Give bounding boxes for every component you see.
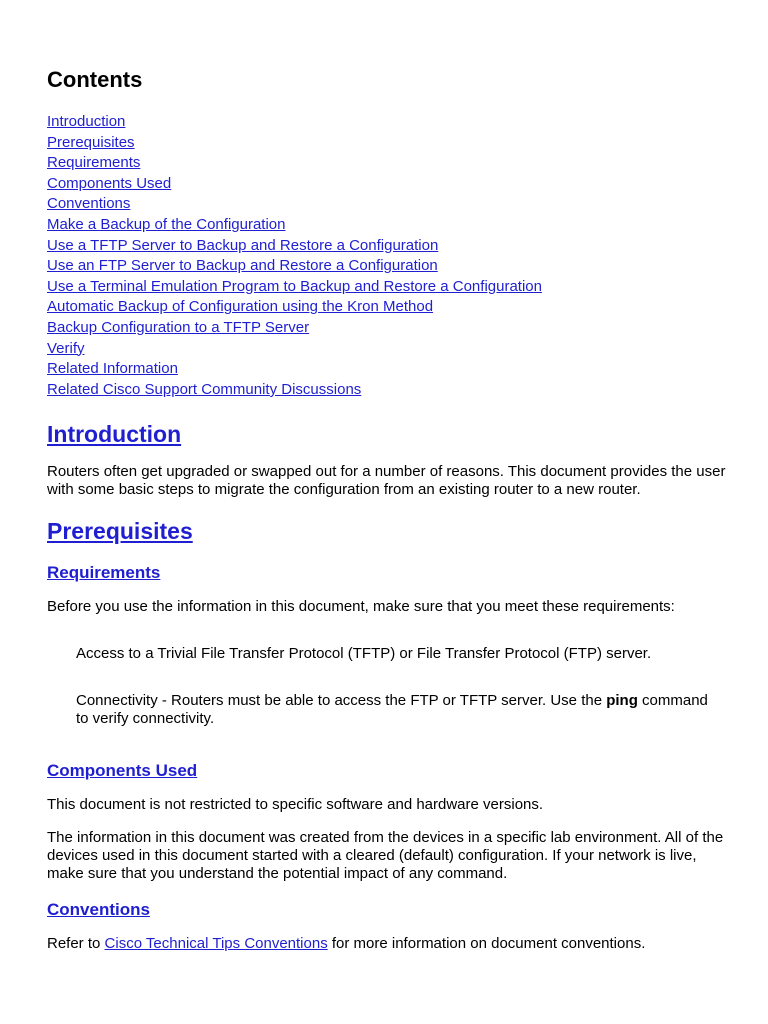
toc-item [47, 236, 542, 257]
toc-link-backup-tftp-server[interactable]: Backup Configuration to a TFTP Server [47, 318, 310, 336]
toc-link-related-discussions[interactable]: Related Cisco Support Community Discussions [47, 380, 362, 398]
components-used-heading-link[interactable]: Components Used [47, 761, 198, 780]
conventions-heading-link[interactable]: Conventions [47, 900, 150, 919]
requirement-item-server-access: Access to a Trivial File Transfer Protocol (TFTP) or File Transfer Protocol (FTP) server. [76, 645, 652, 662]
ping-command: ping [606, 692, 638, 709]
toc-item [47, 174, 542, 195]
conventions-text-end: for more information on document conventions. [327, 935, 646, 952]
toc-link-conventions[interactable]: Conventions [47, 195, 131, 213]
introduction-heading-link[interactable]: Introduction [47, 421, 182, 447]
toc-item [47, 359, 542, 380]
cisco-conventions-link[interactable]: Cisco Technical Tips Conventions [104, 935, 328, 952]
prerequisites-heading-link[interactable]: Prerequisites [47, 518, 193, 544]
conventions-heading [47, 899, 150, 921]
introduction-paragraph: Routers often get upgraded or swapped out for a number of reasons. This document provides the user with some basic steps to migrate the configuration from an existing router to a new router. [47, 463, 726, 498]
introduction-heading [47, 420, 181, 448]
conventions-text-start: Refer to [47, 935, 105, 952]
toc-link-requirements[interactable]: Requirements [47, 154, 141, 172]
components-used-heading [47, 760, 197, 782]
toc-link-introduction[interactable]: Introduction [47, 113, 126, 130]
toc-link-components-used[interactable]: Components Used [47, 174, 172, 192]
toc-item [47, 339, 542, 360]
connectivity-text-start: Connectivity - Routers must be able to access the FTP or TFTP server. Use the [76, 692, 607, 709]
components-paragraph-1: This document is not restricted to specific software and hardware versions. [47, 796, 544, 813]
components-paragraph-2: The information in this document was created from the devices in a specific lab environment. All of the devices used in this document started with a cleared (default) configuration. If your network is live, make sure that you understand the potential impact of any command. [47, 829, 724, 882]
toc-link-prerequisites[interactable]: Prerequisites [47, 133, 135, 151]
requirement-item-connectivity [76, 692, 716, 728]
toc-link-verify[interactable]: Verify [47, 339, 85, 357]
requirements-heading [47, 562, 160, 584]
toc-link-make-backup[interactable]: Make a Backup of the Configuration [47, 215, 286, 233]
requirements-heading-link[interactable]: Requirements [47, 563, 161, 582]
prerequisites-heading [47, 517, 193, 545]
toc-link-related-information[interactable]: Related Information [47, 360, 178, 378]
toc-item [47, 194, 542, 215]
toc-link-terminal-emulation[interactable]: Use a Terminal Emulation Program to Backup and Restore a Configuration [47, 277, 542, 295]
table-of-contents [47, 112, 542, 400]
toc-item [47, 297, 542, 318]
toc-item [47, 133, 542, 154]
toc-item [47, 112, 542, 133]
toc-link-ftp-backup[interactable]: Use an FTP Server to Backup and Restore a Configuration [47, 257, 438, 275]
connectivity-text-end: command to verify connectivity. [76, 692, 708, 727]
contents-title: Contents [47, 67, 143, 92]
requirements-intro: Before you use the information in this document, make sure that you meet these requirements: [47, 598, 675, 615]
toc-item [47, 318, 542, 339]
toc-item [47, 256, 542, 277]
conventions-paragraph [47, 935, 727, 953]
toc-link-kron-method[interactable]: Automatic Backup of Configuration using the Kron Method [47, 298, 434, 316]
toc-item [47, 153, 542, 174]
toc-item [47, 380, 542, 401]
toc-item [47, 277, 542, 298]
toc-item [47, 215, 542, 236]
toc-link-tftp-backup[interactable]: Use a TFTP Server to Backup and Restore a Configuration [47, 236, 439, 254]
